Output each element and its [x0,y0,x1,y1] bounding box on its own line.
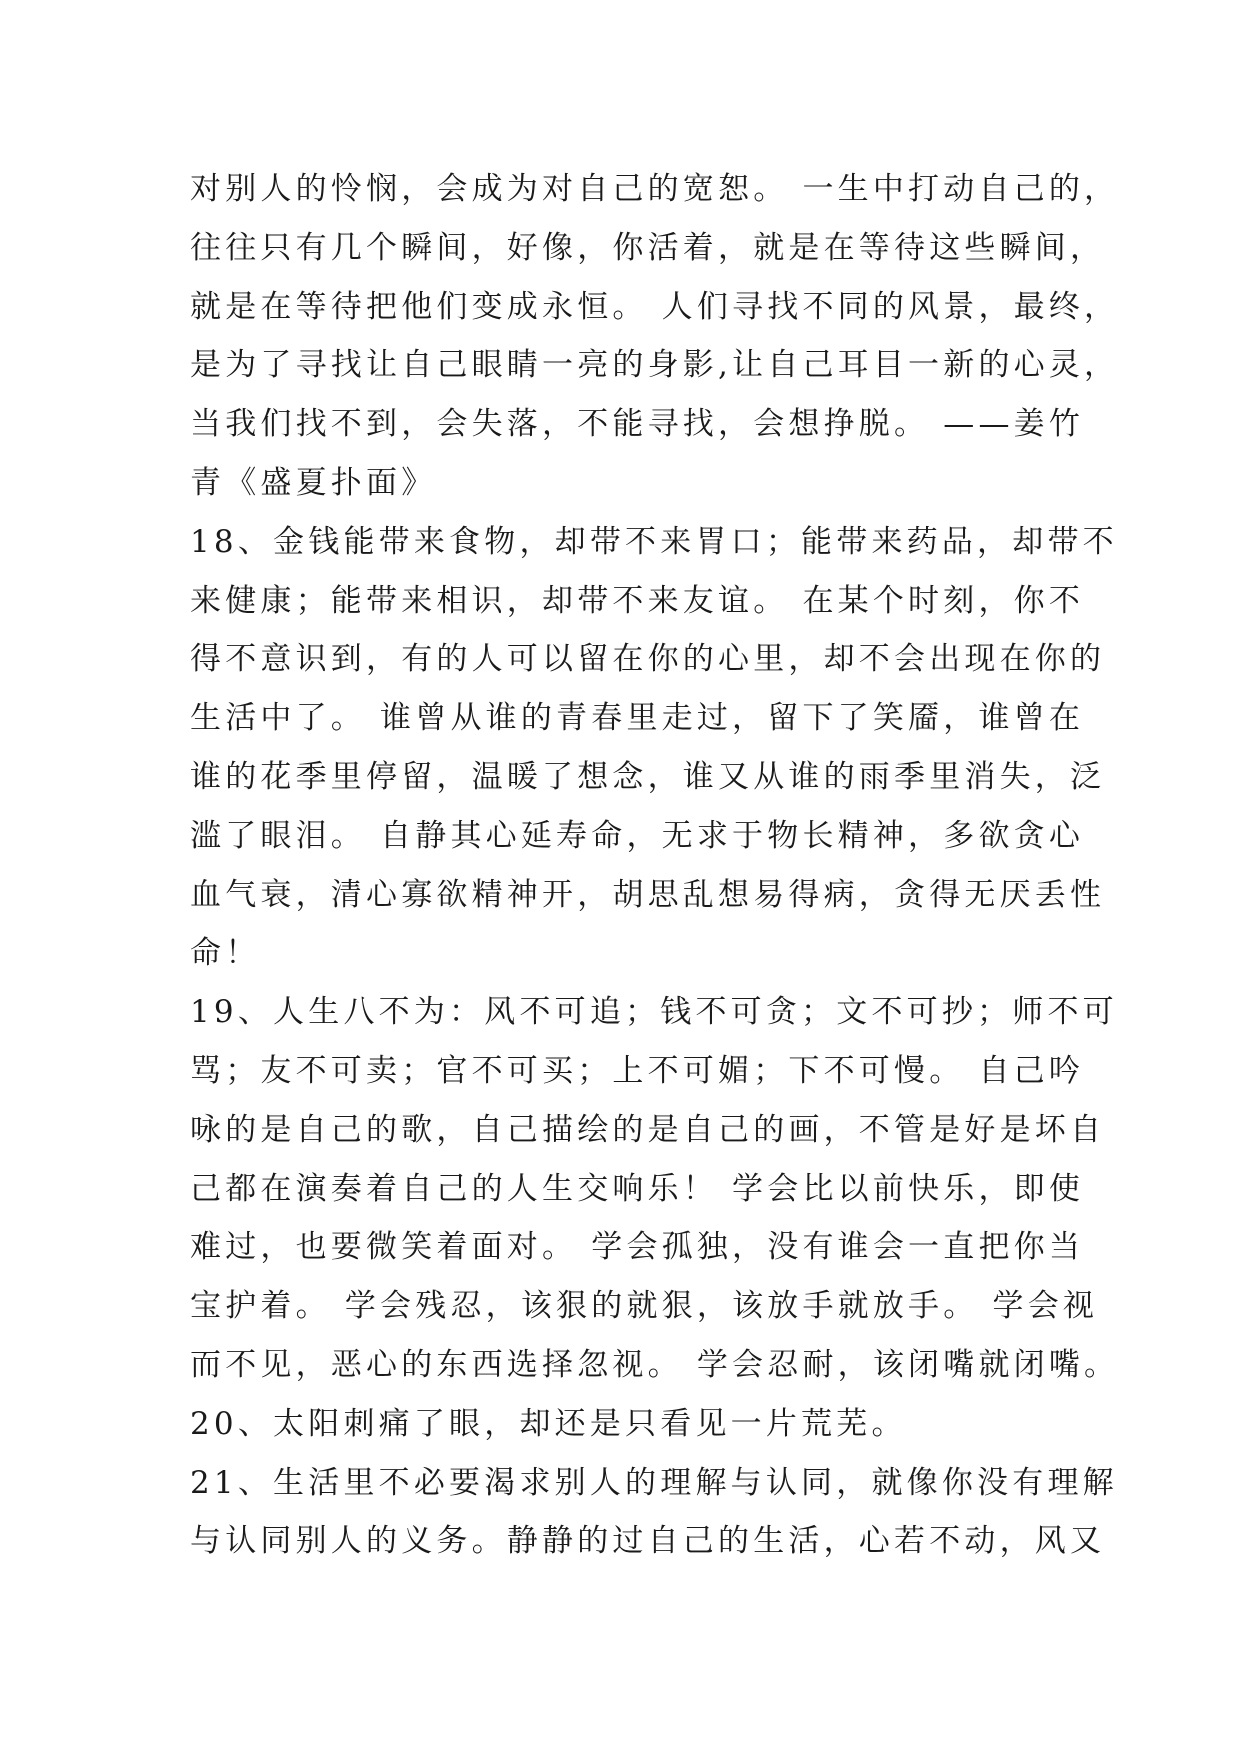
text-line: 生活中了。 谁曾从谁的青春里走过，留下了笑靥，谁曾在 [190,700,1085,737]
text-line: 血气衰，清心寡欲精神开，胡思乱想易得病，贪得无厌丢性 [190,876,1106,913]
text-line: 骂；友不可卖；官不可买；上不可媚；下不可慢。 自己吟 [190,1052,1085,1089]
text-line: 往往只有几个瞬间，好像，你活着，就是在等待这些瞬间， [190,229,1106,266]
text-line: 得不意识到，有的人可以留在你的心里，却不会出现在你的 [190,641,1106,678]
text-line: 谁的花季里停留，温暖了想念，谁又从谁的雨季里消失，泛 [190,758,1106,795]
text-line: 而不见，恶心的东西选择忽视。 学会忍耐，该闭嘴就闭嘴。 [190,1346,1120,1383]
text-line: 来健康；能带来相识，却带不来友谊。 在某个时刻，你不 [190,582,1085,619]
text-line: 咏的是自己的歌，自己描绘的是自己的画，不管是好是坏自 [190,1111,1106,1148]
text-line: 己都在演奏着自己的人生交响乐！ 学会比以前快乐，即使 [190,1170,1085,1207]
text-line: 对别人的怜悯，会成为对自己的宽恕。 一生中打动自己的， [190,171,1120,207]
text-line: 20、太阳刺痛了眼，却还是只看见一片荒芜。 [190,1405,907,1442]
text-line: 宝护着。 学会残忍，该狠的就狠，该放手就放手。 学会视 [190,1288,1099,1325]
text-line: 难过，也要微笑着面对。 学会孤独，没有谁会一直把你当 [190,1229,1085,1266]
text-line: 青《盛夏扑面》 [190,464,437,501]
text-line: 当我们找不到，会失落，不能寻找，会想挣脱。 ——姜竹 [190,406,1085,443]
text-line: 与认同别人的义务。静静的过自己的生活，心若不动，风又 [190,1523,1106,1560]
text-line: 18、金钱能带来食物，却带不来胃口；能带来药品，却带不 [190,523,1118,560]
text-line: 是为了寻找让自己眼睛一亮的身影,让自己耳目一新的心灵， [190,347,1120,384]
text-line: 命！ [190,935,261,972]
text-line: 就是在等待把他们变成永恒。 人们寻找不同的风景，最终， [190,288,1120,325]
text-line: 滥了眼泪。 自静其心延寿命，无求于物长精神，多欲贪心 [190,817,1085,854]
text-line: 21、生活里不必要渴求别人的理解与认同，就像你没有理解 [190,1464,1118,1501]
body-text [190,160,1120,1571]
text-line: 19、人生八不为：风不可追；钱不可贪；文不可抄；师不可 [190,994,1118,1031]
